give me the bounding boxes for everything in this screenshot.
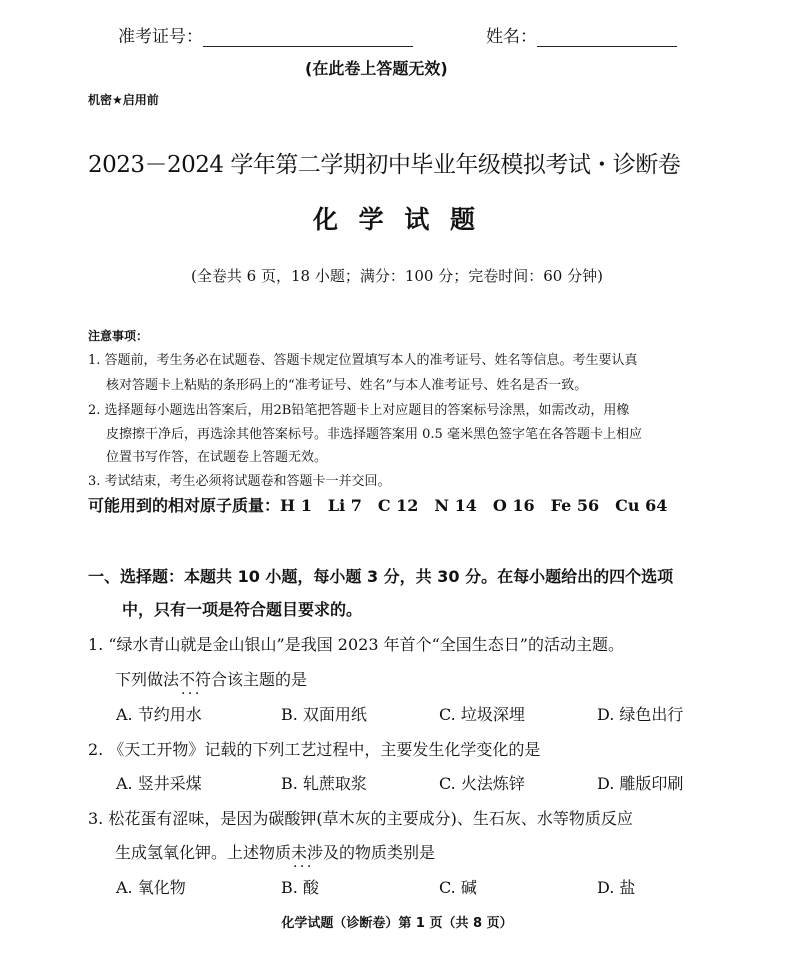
- notes-heading: 注意事项：: [88, 329, 149, 343]
- q3-option-c[interactable]: C. 碱: [439, 878, 477, 897]
- name-row: [486, 22, 677, 47]
- name-label: 姓名：: [486, 27, 537, 47]
- emphasis-not-conform: 不符合 · · ·: [179, 670, 227, 689]
- q1-option-b[interactable]: B. 双面用纸: [281, 705, 367, 724]
- question-1-cont: [115, 667, 307, 690]
- name-blank[interactable]: [537, 28, 677, 47]
- q2-option-a[interactable]: A. 竖井采煤: [116, 774, 202, 793]
- secret-label: 机密★启用前: [88, 93, 159, 107]
- question-1: 1. “绿水青山就是金山银山”是我国 2023 年首个“全国生态日”的活动主题。: [88, 635, 624, 654]
- question-1-text-pre: 下列做法: [115, 670, 180, 689]
- section-heading-cont: 中，只有一项是符合题目要求的。: [122, 600, 363, 619]
- emphasis-not-involved: 未涉及 · · ·: [291, 843, 339, 862]
- note-item-3: 3. 考试结束，考生必须将试题卷和答题卡一并交回。: [88, 474, 391, 489]
- section-heading: 一、选择题：本题共 10 小题，每小题 3 分，共 30 分。在每小题给出的四个选项: [88, 567, 674, 586]
- question-3-text-post: 的物质类别是: [339, 843, 436, 862]
- q3-option-d[interactable]: D. 盐: [597, 878, 636, 897]
- question-3-cont: [115, 840, 435, 863]
- note-item-2: 2. 选择题每小题选出答案后，用2B铅笔把答题卡上对应题目的答案标号涂黑，如需改动，用橡: [88, 403, 630, 418]
- question-3-text-pre: 生成氢氧化钾。上述物质: [115, 843, 292, 862]
- exam-info: (全卷共 6 页，18 小题；满分：100 分；完卷时间：60 分钟): [191, 267, 603, 285]
- note-item-1-cont: 核对答题卡上粘贴的条形码上的“准考证号、姓名”与本人准考证号、姓名是否一致。: [106, 378, 588, 393]
- question-3: 3. 松花蛋有涩味，是因为碳酸钾(草木灰的主要成分)、生石灰、水等物质反应: [88, 809, 633, 828]
- q2-option-b[interactable]: B. 轧蔗取浆: [281, 774, 367, 793]
- q1-option-d[interactable]: D. 绿色出行: [597, 705, 684, 724]
- atomic-mass-line: 可能用到的相对原子质量：H 1 Li 7 C 12 N 14 O 16 Fe 56 Cu 64: [88, 496, 668, 515]
- exam-id-label: 准考证号：: [118, 27, 203, 47]
- exam-title: 2023－2024 学年第二学期初中毕业年级模拟考试・诊断卷: [88, 152, 681, 178]
- subject-title: 化 学 试 题: [312, 205, 482, 234]
- note-item-2-cont: 皮擦擦干净后，再选涂其他答案标号。非选择题答案用 0.5 毫米黑色签字笔在各答题卡上相应: [106, 427, 642, 442]
- q1-option-c[interactable]: C. 垃圾深埋: [439, 705, 525, 724]
- exam-id-blank[interactable]: [203, 28, 413, 47]
- question-1-text-post: 该主题的是: [227, 670, 308, 689]
- q1-option-a[interactable]: A. 节约用水: [116, 705, 202, 724]
- invalid-note: (在此卷上答题无效): [305, 59, 448, 78]
- q3-option-b[interactable]: B. 酸: [281, 878, 319, 897]
- q2-option-c[interactable]: C. 火法炼锌: [439, 774, 525, 793]
- page-footer: 化学试题（诊断卷）第 1 页（共 8 页）: [281, 916, 513, 931]
- note-item-2-cont2: 位置书写作答，在试题卷上答题无效。: [106, 450, 328, 465]
- note-item-1: 1. 答题前，考生务必在试题卷、答题卡规定位置填写本人的准考证号、姓名等信息。考生要认真: [88, 353, 638, 368]
- exam-id-row: [118, 22, 413, 47]
- q2-option-d[interactable]: D. 雕版印刷: [597, 774, 684, 793]
- question-2: 2. 《天工开物》记载的下列工艺过程中，主要发生化学变化的是: [88, 740, 541, 759]
- q3-option-a[interactable]: A. 氧化物: [116, 878, 186, 897]
